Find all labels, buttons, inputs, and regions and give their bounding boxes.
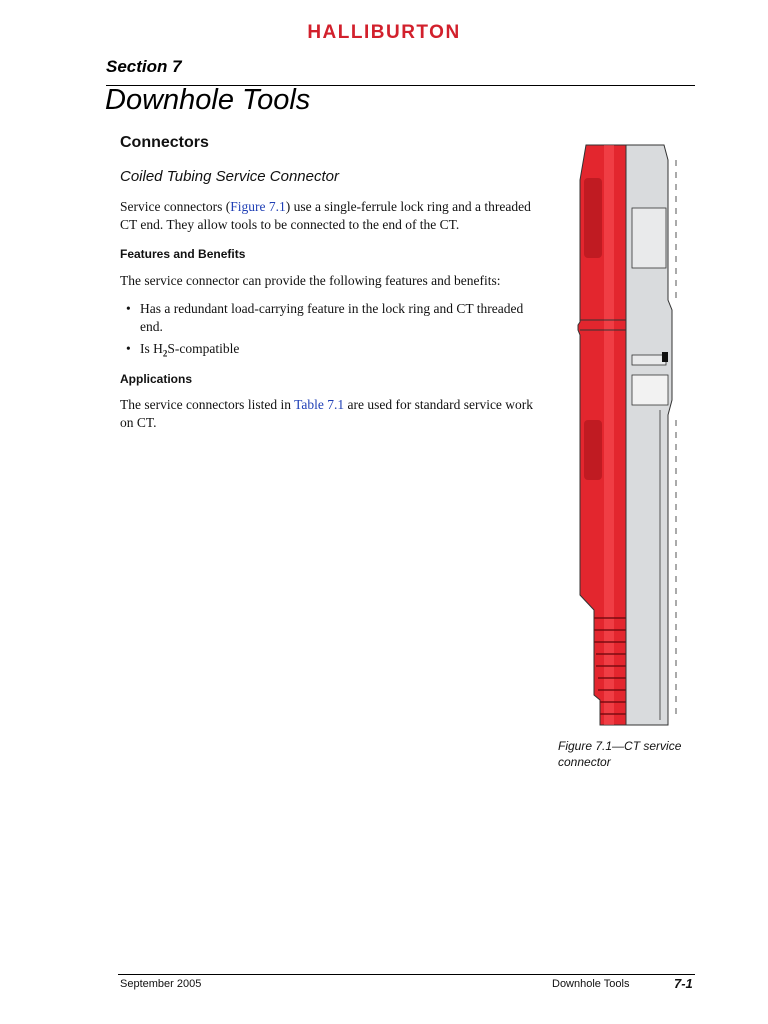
subheading-ct-service-connector: Coiled Tubing Service Connector xyxy=(120,168,340,185)
list-item xyxy=(126,340,540,363)
page-title: Downhole Tools xyxy=(105,84,311,116)
ct-service-connector-figure xyxy=(560,140,700,730)
features-intro: The service connector can provide the following features and benefits: xyxy=(120,273,501,288)
bullet-icon: • xyxy=(126,341,131,356)
heading-applications: Applications xyxy=(120,372,193,386)
bullet-text: Has a redundant load-carrying feature in the lock ring and CT threaded end. xyxy=(140,301,524,334)
bullet-text-suffix: S-compatible xyxy=(167,341,240,356)
bullet-text-subscript: 2 xyxy=(162,348,168,359)
table-7-1-link[interactable]: Table 7.1 xyxy=(294,397,345,412)
footer-date: September 2005 xyxy=(120,978,202,990)
list-item xyxy=(126,300,540,336)
intro-text-before: Service connectors ( xyxy=(120,199,231,214)
footer-rule xyxy=(118,974,695,975)
footer-page-number: 7-1 xyxy=(674,976,693,991)
heading-connectors: Connectors xyxy=(120,134,209,151)
bullet-icon: • xyxy=(126,301,131,316)
applications-text-before: The service connectors listed in xyxy=(120,397,295,412)
section-label: Section 7 xyxy=(106,57,182,76)
halliburton-logo: HALLIBURTON xyxy=(307,22,461,43)
applications-paragraph xyxy=(120,396,540,432)
bullet-text-prefix: Is H xyxy=(140,341,163,356)
figure-7-1-link[interactable]: Figure 7.1 xyxy=(230,199,286,214)
intro-paragraph xyxy=(120,198,540,234)
applications-text-after: are used for standard service work on CT. xyxy=(120,397,534,430)
heading-features-benefits: Features and Benefits xyxy=(120,247,246,261)
figure-caption: Figure 7.1—CT service connector xyxy=(558,739,682,769)
footer-title: Downhole Tools xyxy=(552,978,630,990)
intro-text-after: ) use a single-ferrule lock ring and a threaded CT end. They allow tools to be connected to the end of the CT. xyxy=(120,199,531,232)
features-list xyxy=(126,300,540,367)
